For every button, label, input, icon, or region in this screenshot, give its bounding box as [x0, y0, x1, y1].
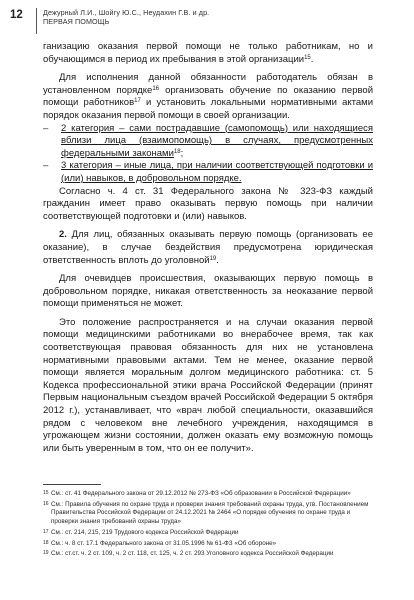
page-number: 12 [10, 9, 23, 21]
paragraph-text: Для лиц, обязанных оказывать первую помощь (организовать ее оказание), в случае бездействия предусмотрена юридическая ответственность вплоть до уголовной [43, 229, 373, 266]
footnote-item [43, 540, 378, 548]
footnote-item [43, 501, 378, 526]
footnote-number: 18 [43, 539, 49, 546]
main-text [43, 41, 373, 455]
footnote-ref: 17 [134, 98, 141, 105]
paragraph-text: Для исполнения данной обязанности работодатель обязан в установленном порядке [43, 72, 373, 96]
header-divider [36, 8, 37, 34]
footnote-divider [43, 484, 101, 485]
footnote-ref: 18 [173, 148, 181, 155]
footnote-item [43, 529, 378, 537]
footnotes [43, 490, 378, 561]
list-item-text: 3 категория – иные лица, при наличии соответствующей подготовки и (или) навыков, в добровольном порядке. [61, 160, 373, 184]
paragraph-text: организовать обучение по оказанию первой помощи работников [43, 84, 374, 109]
footnote-item [43, 550, 378, 558]
running-header [0, 8, 414, 34]
footnote-ref: 16 [152, 85, 160, 92]
list-item-text: 2 категория – сами пострадавшие (самопомощь) или находящиеся вблизи лица (взаимопомощь) в случаях, предусмотренных федеральными законами [61, 122, 373, 159]
footnote-number: 16 [43, 500, 49, 507]
paragraph-citizen-right: Согласно ч. 4 ст. 31 Федерального закона № 323-ФЗ каждый гражданин имеет право оказывать первую помощь при наличии соответствующей подготовки и (или) навыков. [43, 185, 373, 222]
paragraph-medical-workers: Это положение распространяется и на случаи оказания первой помощи медицинскими работниками во внерабочее время, так как соответствующая правовая обязанность для них не установлена нормативными правовыми актами. Тем не менее, оказание первой помощи является моральным долгом медицинского работника: ст. 5 Кодекса профессиональной этики врача Российской Федерации (принят Первым национальным съездом врачей Российской Федерации 5 октября 2012 г.), устанавливает, что «врач любой специальности, оказавшийся рядом с человеком вне лечебного учреждения, находящимся в угрожающем жизни состоянии, должен оказать ему возможную помощь или быть уверенным в том, что он ее получит». [43, 316, 373, 454]
footnote-text: См.: ст. 214, 215, 219 Трудового кодекса Российской Федерации [51, 528, 239, 536]
footnote-ref: 15 [304, 54, 311, 61]
footnote-ref: 19 [209, 255, 217, 262]
footnote-text: См.: ст. 41 Федерального закона от 29.12.2012 № 273-ФЗ «Об образовании в Российской Федерации» [51, 490, 351, 497]
paragraph-bystanders: Для очевидцев происшествия, оказывающих первую помощь в добровольном порядке, никакая ответственность за неоказание первой помощи применяться не может. [43, 273, 373, 310]
footnote-number: 19 [43, 550, 49, 557]
list-item-category-3 [43, 160, 373, 185]
paragraph-employer-duty [43, 72, 373, 122]
footnote-text: См.: ст.ст. ч. 2 ст. 109, ч. 2 ст. 118, ст. 125, ч. 2 ст. 293 Уголовного кодекса Российской Федерации [51, 550, 334, 558]
paragraph-continuation: ганизацию оказания первой помощи не только работникам, но и обучающимся в период их пребывания в этой организации$^{15}$. [43, 41, 373, 65]
header-authors: Дежурный Л.И., Шойгу Ю.С., Неудахин Г.В. и др. [43, 8, 210, 17]
list-dash: – [43, 122, 49, 134]
footnote-number: 17 [43, 528, 49, 535]
list-dash: – [43, 160, 49, 172]
list-item-category-2: – 2 категория – сами пострадавшие (самопомощь) или находящиеся вблизи лица (взаимопомощь) в случаях, предусмотренных федеральными законами$^{18}$; [43, 122, 373, 159]
paragraph-text: ганизацию оказания первой помощи не только работникам, но и обучающимся в период их пребывания в этой организации [43, 41, 373, 65]
footnote-text: См.: ч. 8 ст. 17.1 Федерального закона от 31.05.1996 № 61-ФЗ «Об обороне» [51, 539, 277, 547]
footnote-number: 15 [43, 490, 49, 496]
header-text [43, 8, 209, 26]
point-number: 2. [59, 229, 67, 241]
paragraph-text: и установить локальными нормативными актами порядок оказания первой помощи в своей организации. [43, 97, 374, 121]
header-section-title: ПЕРВАЯ ПОМОЩЬ [43, 17, 110, 26]
footnote-item [43, 490, 378, 498]
paragraph-liability: 2. Для лиц, обязанных оказывать первую помощь (организовать ее оказание), в случае бездействия предусмотрена юридическая ответственность вплоть до уголовной$^{19}$. [43, 229, 373, 266]
footnote-text: См.: Правила обучения по охране труда и проверки знания требований охраны труда, утв. Постановлением Правительства Российской Федерации от 24.12.2021 № 2464 «О порядке обучения по охране труда и проверки знания требований охраны труда» [51, 500, 369, 525]
